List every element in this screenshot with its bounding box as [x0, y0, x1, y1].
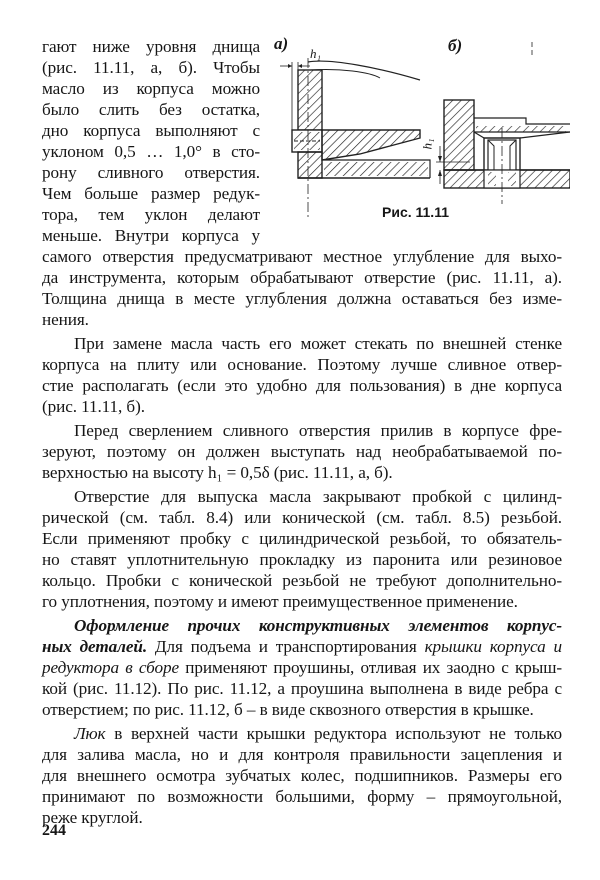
text-line: (рис. 11.11, а, б). Чтобы [42, 58, 260, 77]
figure-label-b: б) [448, 36, 463, 55]
figure-label-a: а) [274, 34, 289, 53]
text-line: да инструмента, которым обрабатывают отверстие (рис. 11.11, а). [42, 268, 562, 287]
view-b-drawing [436, 42, 570, 204]
text-span: Для подъема и транспортирования [147, 637, 425, 656]
dimension-label-h1-b: h₁ [419, 138, 435, 150]
text-line: отверстием; по рис. 11.12, б – в виде сквозного отверстия в крышке. [42, 700, 534, 719]
text-line: верхностью на высоту h₁ = 0,5δ (рис. 11.11, а, б). [42, 463, 393, 482]
text-line: дно корпуса выполняют с [42, 121, 260, 140]
view-a-drawing [280, 58, 430, 218]
text-span: в верхней части крышки редуктора используют не только [105, 724, 562, 743]
text-line: гают ниже уровня днища [42, 37, 260, 56]
text-line: реже круглой. [42, 808, 143, 827]
text-line: рической (см. табл. 8.4) или конической (см. табл. 8.5) резьбой. [42, 508, 562, 527]
text-line [74, 723, 562, 744]
text-line: тора, тем уклон делают [42, 205, 260, 224]
text-line [42, 657, 562, 678]
text-line: но ставят уплотнительную прокладку из паронита или резиновое [42, 550, 562, 569]
text-line: для залива масла, но и для контроля правильности зацепления и [42, 745, 562, 764]
italic-term: редуктора в сборе [42, 658, 180, 677]
text-line: Перед сверлением сливного отверстия прилив в корпусе фре- [74, 421, 562, 440]
text-line: кольцо. Пробки с конической резьбой не требуют дополнительно- [42, 571, 562, 590]
text-line: было слить без остатка, [42, 100, 260, 119]
text-line: го уплотнения, поэтому и имеют преимущественное применение. [42, 592, 518, 611]
dimension-label-h1-a: h₁ [310, 46, 322, 61]
text-line: рону сливного отверстия. [42, 163, 260, 182]
text-line: принимают по возможности большими, форму – прямоугольной, [42, 787, 562, 806]
text-line: уклоном 0,5 … 1,0° в сто- [42, 142, 260, 161]
text-line: для внешнего осмотра зубчатых колес, подшипников. Размеры его [42, 766, 562, 785]
section-heading-line: Оформление прочих конструктивных элементов корпус- [74, 616, 562, 635]
section-heading-end: ных деталей. [42, 637, 148, 656]
text-line: стие располагать (если это удобно для пользования) в дне корпуса [42, 376, 562, 395]
text-line: Чем больше размер редук- [42, 184, 260, 203]
text-line: кой (рис. 11.12). По рис. 11.12, а проушина выполнена в виде ребра с [42, 679, 562, 698]
text-line: меньше. Внутри корпуса у [42, 226, 260, 245]
text-line: корпуса на плиту или основание. Поэтому лучше сливное отвер- [42, 355, 562, 374]
text-line: Отверстие для выпуска масла закрывают пробкой с цилинд- [74, 487, 562, 506]
text-line: зеруют, поэтому он должен выступать над необрабатываемой по- [42, 442, 562, 461]
text-line: нения. [42, 310, 89, 329]
text-line: (рис. 11.11, б). [42, 397, 145, 416]
text-line: масло из корпуса можно [42, 79, 260, 98]
figure-caption: Рис. 11.11 [382, 204, 449, 220]
italic-term: крышки корпуса и [424, 637, 562, 656]
italic-term: Люк [74, 724, 106, 743]
text-line: Если применяют пробку с цилиндрической резьбой, то обязатель- [42, 529, 562, 548]
text-line: Толщина днища в месте углубления должна оставаться без изме- [42, 289, 562, 308]
text-span: применяют проушины, отливая их заодно с крыш- [179, 658, 563, 677]
text-line: При замене масла часть его может стекать по внешней стенке [74, 334, 562, 353]
text-line [42, 636, 562, 657]
text-line: самого отверстия предусматривают местное углубление для выхо- [42, 247, 562, 266]
page-number: 244 [42, 822, 66, 839]
figure-11-11 [270, 28, 570, 228]
